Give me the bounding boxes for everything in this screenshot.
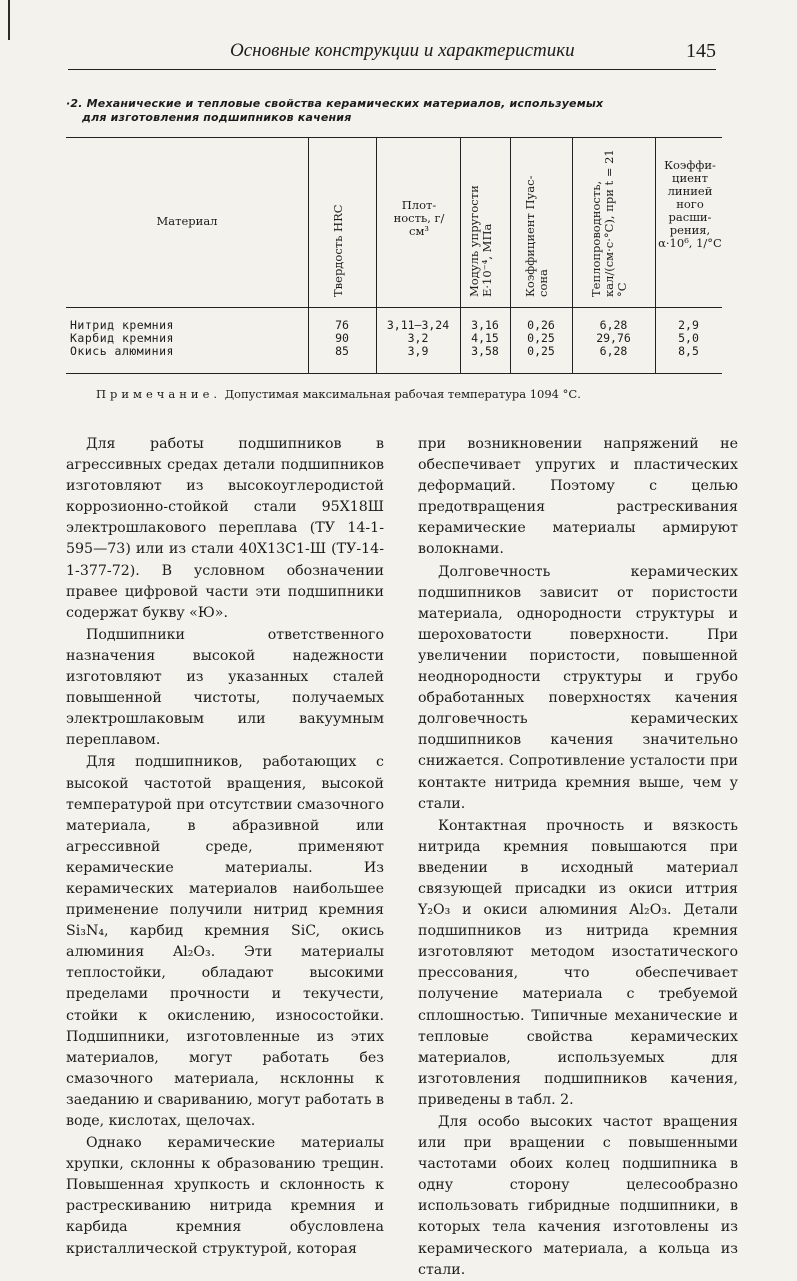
paragraph: Для особо высоких частот вращения или при вращении с повышенными частотами обоих колец подшипника в одну сторону целесообразно использовать гибридные подшипники, в которых тела качения изготовлены из керамического материала, а кольца из стали. (418, 1114, 738, 1278)
paragraph: при возникновении напряжений не обеспечивает упругих и пластических деформаций. Поэтому с целью предотвращения растрескивания керамические материалы армируют волокнами. (418, 436, 738, 558)
note-text: Допустимая максимальная рабочая температура 1094 °С. (224, 387, 581, 401)
cell-expansion: 8,5 (678, 344, 699, 358)
text-column-left (66, 434, 384, 1260)
table-row-name: Нитрид кремния (70, 318, 174, 332)
table-top-rule (66, 137, 722, 138)
cell-poisson: 0,25 (527, 331, 555, 345)
header-material: Материал (156, 214, 218, 228)
cell-hardness: 76 (335, 318, 349, 332)
table-caption-line: ·2. Механические и тепловые свойства керамических материалов, используемых (66, 97, 604, 110)
cell-hardness: 85 (335, 344, 349, 358)
cell-modulus: 3,16 (471, 318, 499, 332)
page-edge-mark (8, 0, 10, 40)
cell-conductivity: 6,28 (599, 318, 628, 332)
table-caption (66, 97, 726, 125)
header-hardness: Твердость HRC (331, 204, 345, 297)
cell-density: 3,9 (407, 344, 429, 358)
cell-modulus: 4,15 (471, 331, 499, 345)
paragraph: Контактная прочность и вязкость нитрида кремния повышаются при введении в исходный материал связующей присадки из окиси иттрия Y₂O₃ и окиси алюминия Al₂O₃. Детали подшипников из нитрида кремния изготовляют методом изостатического прессования, что обеспечивает получение материала с требуемой сплошностью. Типичные механические и тепловые свойства керамических материалов, используемых для изготовления подшипников качения, приведены в табл. 2. (418, 817, 738, 1108)
paragraph: Подшипники ответственного назначения высокой надежности изготовляют из указанных сталей повышенной чистоты, получаемых электрошлаковым или вакуумным переплавом. (66, 626, 384, 749)
table-bottom-rule (66, 373, 722, 374)
cell-conductivity: 6,28 (599, 344, 628, 358)
paragraph: Для работы подшипников в агрессивных средах детали подшипников изготовляют из высокоуглеродистой коррозионно-стойкой стали 95Х18Ш электрошлакового переплава (ТУ 14-1-595—73) или из стали 40Х13С1-Ш (ТУ-14-1-377-72). В условном обозначении правее цифровой части эти подшипники содержат букву «Ю». (66, 436, 384, 621)
table-row-name: Карбид кремния (70, 331, 174, 345)
header-rule (68, 69, 716, 70)
header-modulus: Модуль упругости E·10⁻⁴, МПа (467, 185, 494, 297)
page-header (68, 38, 716, 68)
header-density: Плот- ность, г/см³ (393, 198, 445, 238)
header-expansion: Коэффи- циент линией ного расши- рения, α·10⁶, 1/°С (658, 158, 722, 250)
table-header-rule (66, 307, 722, 308)
page-number: 145 (686, 40, 716, 62)
table-caption-line: для изготовления подшипников качения (82, 111, 352, 124)
running-title: Основные конструкции и характеристики (230, 40, 575, 61)
paragraph: Для подшипников, работающих с высокой частотой вращения, высокой температурой при отсутствии смазочного материала, в абразивной или агрессивной среде, применяют керамические материалы. Из керамических материалов наибольшее применение получили нитрид кремния Si₃N₄, карбид кремния SiC, окись алюминия Al₂O₃. Эти материалы теплостойки, обладают высокими пределами прочности и текучести, стойки к окислению, износостойки. Подшипники, изготовленные из этих материалов, могут работать без смазочного материала, нсклонны к заеданию и свариванию, могут работать в воде, кислотах, щелочах. (66, 754, 384, 1129)
cell-density: 3,11—3,24 (386, 318, 450, 332)
text-column-right (418, 434, 738, 1281)
cell-density: 3,2 (407, 331, 429, 345)
header-poisson: Коэффициент Пуас- сона (523, 175, 550, 297)
table-row-name: Окись алюминия (70, 344, 174, 358)
table-note (96, 387, 581, 401)
paragraph: Долговечность керамических подшипников зависит от пористости материала, однородности структуры и шероховатости поверхности. При увеличении пористости, повышенной неоднородности структуры и грубо обработанных поверхностях качения долговечность керамических подшипников качения значительно снижается. Сопротивление усталости при контакте нитрида кремния выше, чем у стали. (418, 563, 738, 812)
header-conductivity: Теплопроводность, кал/(см·с·°С), при t = 21 °С (589, 149, 629, 297)
cell-conductivity: 29,76 (596, 331, 631, 345)
note-label: Примечание. (96, 387, 222, 401)
cell-expansion: 2,9 (678, 318, 699, 332)
cell-hardness: 90 (335, 331, 349, 345)
cell-modulus: 3,58 (471, 344, 499, 358)
cell-poisson: 0,25 (527, 344, 555, 358)
paragraph: Однако керамические материалы хрупки, склонны к образованию трещин. Повышенная хрупкость и склонность к растрескиванию нитрида кремния и карбида кремния обусловлена кристаллической структурой, которая (66, 1135, 384, 1257)
cell-expansion: 5,0 (678, 331, 699, 345)
cell-poisson: 0,26 (527, 318, 555, 332)
